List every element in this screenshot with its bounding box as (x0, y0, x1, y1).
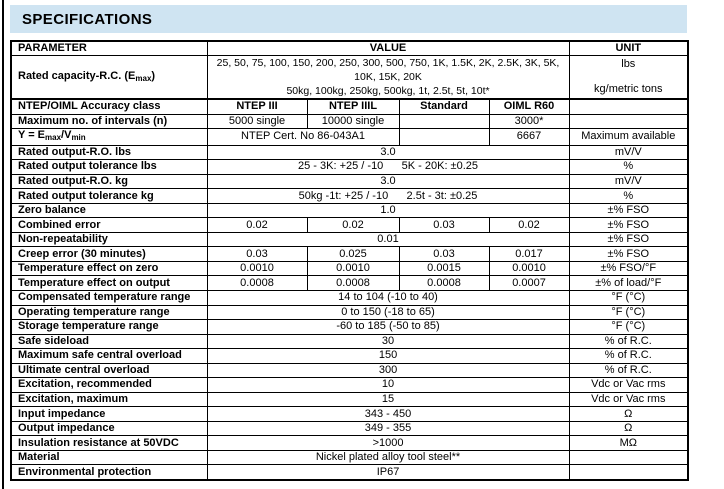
value-cell: 3.0 (207, 145, 569, 160)
value-cell: 30 (207, 334, 569, 349)
unit-cell: Vdc or Vac rms (569, 392, 688, 407)
param-cell: Rated capacity-R.C. $(E_{max})$ (11, 56, 207, 100)
table-row (11, 334, 688, 349)
value-cell: 0.03 (207, 247, 307, 262)
table-row (11, 450, 688, 465)
unit-cell: ±% FSO (569, 203, 688, 218)
table-row (11, 276, 688, 291)
table-row (11, 363, 688, 378)
value-cell: NTEP IIIL (307, 99, 399, 114)
param-cell: Operating temperature range (11, 305, 207, 320)
unit-cell: lbs kg/metric tons (569, 56, 688, 100)
param-cell: $Y = E_{max}/V_{min}$ (11, 129, 207, 146)
value-cell: OIML R60 (489, 99, 569, 114)
value-cell: 0.017 (489, 247, 569, 262)
value-cell: 300 (207, 363, 569, 378)
value-cell: 343 - 450 (207, 407, 569, 422)
unit-cell: ±% FSO/°F (569, 261, 688, 276)
unit-cell: °F (°C) (569, 305, 688, 320)
value-cell: 25 - 3K: +25 / -10 5K - 20K: ±0.25 (207, 160, 569, 175)
param-cell: Temperature effect on zero (11, 261, 207, 276)
title-bar (10, 5, 687, 33)
param-cell: Combined error (11, 218, 207, 233)
value-cell: 0.0015 (399, 261, 489, 276)
table-row (11, 305, 688, 320)
table-body (11, 56, 688, 481)
value-cell: 0 to 150 (-18 to 65) (207, 305, 569, 320)
col-header-unit: UNIT (569, 41, 688, 56)
param-cell: Maximum safe central overload (11, 349, 207, 364)
table-row (11, 349, 688, 364)
spec-table (10, 40, 689, 481)
value-cell: 15 (207, 392, 569, 407)
value-cell: IP67 (207, 465, 569, 480)
param-cell: Temperature effect on output (11, 276, 207, 291)
param-cell: Rated output-R.O. kg (11, 174, 207, 189)
value-cell: Nickel plated alloy tool steel** (207, 450, 569, 465)
value-cell: >1000 (207, 436, 569, 451)
value-cell: 0.02 (307, 218, 399, 233)
param-cell: Storage temperature range (11, 320, 207, 335)
param-cell: Excitation, recommended (11, 378, 207, 393)
value-cell: 0.03 (399, 218, 489, 233)
value-cell: 0.02 (489, 218, 569, 233)
param-cell: Excitation, maximum (11, 392, 207, 407)
value-cell: 5000 single (207, 114, 307, 129)
param-cell: Zero balance (11, 203, 207, 218)
unit-cell (569, 450, 688, 465)
unit-cell: ±% FSO (569, 232, 688, 247)
table-row (11, 436, 688, 451)
table-row (11, 392, 688, 407)
unit-cell: °F (°C) (569, 291, 688, 306)
param-cell: Rated output-R.O. lbs (11, 145, 207, 160)
value-cell: 25, 50, 75, 100, 150, 200, 250, 300, 500, 750, 1K, 1.5K, 2K, 2.5K, 3K, 5K, 10K, 15K, 20K 50kg, 100kg, 250kg, 500kg, 1t, 2.5t, 5t, 10t* (207, 56, 569, 100)
param-cell: Non-repeatability (11, 232, 207, 247)
value-cell: 0.0008 (307, 276, 399, 291)
unit-cell: % of R.C. (569, 334, 688, 349)
param-cell: Material (11, 450, 207, 465)
table-row (11, 407, 688, 422)
unit-cell: ±% of load/°F (569, 276, 688, 291)
value-cell: 150 (207, 349, 569, 364)
unit-cell: MΩ (569, 436, 688, 451)
unit-cell: ±% FSO (569, 218, 688, 233)
table-header-row (11, 41, 688, 56)
table-row (11, 203, 688, 218)
unit-cell: % of R.C. (569, 363, 688, 378)
value-cell: 0.0007 (489, 276, 569, 291)
value-cell: NTEP Cert. No 86-043A1 (207, 129, 399, 146)
param-cell: Ultimate central overload (11, 363, 207, 378)
param-cell: Maximum no. of intervals (n) (11, 114, 207, 129)
value-cell: NTEP III (207, 99, 307, 114)
value-cell: 0.02 (207, 218, 307, 233)
unit-cell: % (569, 189, 688, 204)
unit-cell: % (569, 160, 688, 175)
value-cell: Standard (399, 99, 489, 114)
table-row (11, 261, 688, 276)
table-row (11, 129, 688, 146)
param-cell: Output impedance (11, 421, 207, 436)
table-row (11, 99, 688, 114)
value-cell: 349 - 355 (207, 421, 569, 436)
param-cell: Compensated temperature range (11, 291, 207, 306)
value-cell: 14 to 104 (-10 to 40) (207, 291, 569, 306)
table-row (11, 56, 688, 100)
value-cell: 0.0010 (307, 261, 399, 276)
value-cell: 10 (207, 378, 569, 393)
unit-cell: °F (°C) (569, 320, 688, 335)
unit-cell: % of R.C. (569, 349, 688, 364)
unit-cell: Vdc or Vac rms (569, 378, 688, 393)
col-header-parameter: PARAMETER (11, 41, 207, 56)
param-cell: Safe sideload (11, 334, 207, 349)
value-cell: 6667 (489, 129, 569, 146)
unit-cell: mV/V (569, 145, 688, 160)
value-cell: 3000* (489, 114, 569, 129)
value-cell: 1.0 (207, 203, 569, 218)
value-cell: -60 to 185 (-50 to 85) (207, 320, 569, 335)
value-cell: 0.01 (207, 232, 569, 247)
unit-cell: Ω (569, 421, 688, 436)
unit-cell (569, 465, 688, 480)
param-cell: Rated output tolerance lbs (11, 160, 207, 175)
unit-cell: Ω (569, 407, 688, 422)
value-cell: 10000 single (307, 114, 399, 129)
unit-cell: mV/V (569, 174, 688, 189)
param-cell: NTEP/OIML Accuracy class (11, 99, 207, 114)
table-row (11, 114, 688, 129)
table-row (11, 160, 688, 175)
value-cell: 0.0010 (207, 261, 307, 276)
value-cell: 0.0010 (489, 261, 569, 276)
value-cell: 0.03 (399, 247, 489, 262)
value-cell: 0.0008 (207, 276, 307, 291)
param-cell: Environmental protection (11, 465, 207, 480)
unit-cell (569, 99, 688, 114)
table-row (11, 232, 688, 247)
value-cell: 0.025 (307, 247, 399, 262)
col-header-value: VALUE (207, 41, 569, 56)
table-row (11, 218, 688, 233)
param-cell: Input impedance (11, 407, 207, 422)
table-row (11, 189, 688, 204)
unit-cell: ±% FSO (569, 247, 688, 262)
table-row (11, 174, 688, 189)
page-frame-line (2, 0, 4, 489)
table-row (11, 378, 688, 393)
table-row (11, 145, 688, 160)
param-cell: Creep error (30 minutes) (11, 247, 207, 262)
value-cell: 3.0 (207, 174, 569, 189)
unit-cell: Maximum available (569, 129, 688, 146)
value-cell: 0.0008 (399, 276, 489, 291)
param-cell: Insulation resistance at 50VDC (11, 436, 207, 451)
param-cell: Rated output tolerance kg (11, 189, 207, 204)
table-row (11, 465, 688, 480)
unit-cell (569, 114, 688, 129)
table-row (11, 421, 688, 436)
table-row (11, 247, 688, 262)
table-row (11, 320, 688, 335)
page-title: SPECIFICATIONS (22, 10, 153, 28)
value-cell (399, 129, 489, 146)
value-cell (399, 114, 489, 129)
table-row (11, 291, 688, 306)
value-cell: 50kg -1t: +25 / -10 2.5t - 3t: ±0.25 (207, 189, 569, 204)
